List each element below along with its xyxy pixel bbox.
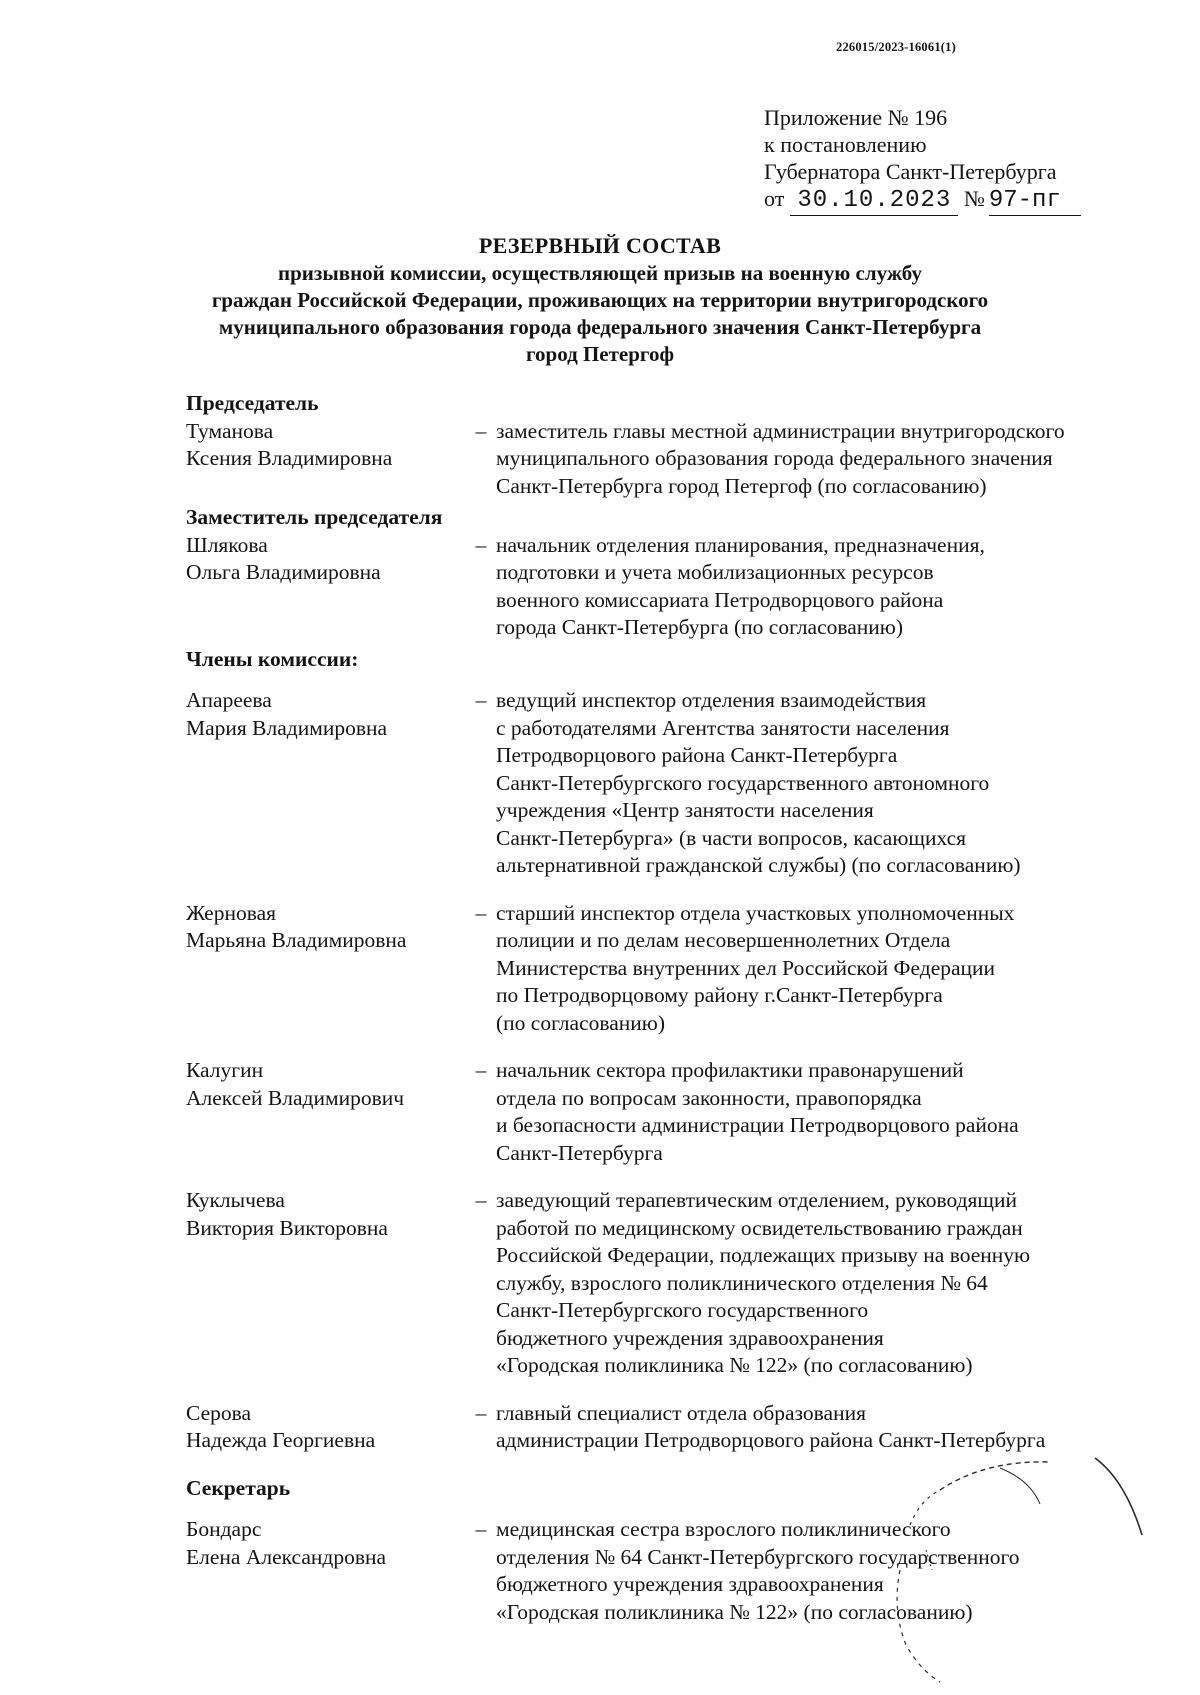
seal-stamp-icon (880, 1420, 1180, 1690)
chairman-entry (186, 418, 1146, 501)
document-title (120, 232, 1080, 368)
surname: Жерновая (186, 900, 277, 925)
title-main: РЕЗЕРВНЫЙ СОСТАВ (478, 233, 722, 258)
title-line-3: муниципального образования города федерального значения Санкт-Петербурга (218, 315, 982, 339)
member-entry (186, 687, 1146, 880)
chairman-heading: Председатель (186, 391, 319, 415)
surname: Серова (186, 1400, 252, 1425)
given-names: Алексей Владимирович (186, 1085, 405, 1110)
date-prefix: от (764, 186, 785, 211)
number-prefix: № (963, 186, 985, 211)
deputy-heading: Заместитель председателя (186, 505, 443, 529)
surname: Туманова (186, 418, 274, 443)
position-description: ведущий инспектор отделения взаимодействия с работодателями Агентства занятости населения Петродворцового района Санкт-Петербурга Санкт-Петербургского государственного автономного учреждения «Центр занятости населения Санкт-Петербурга» (в части вопросов, касающихся альтернативной гражданской службы) (по согласованию) (496, 688, 1021, 877)
person-name (186, 1187, 466, 1242)
given-names: Мария Владимировна (186, 715, 388, 740)
given-names: Елена Александровна (186, 1544, 387, 1569)
surname: Апареева (186, 688, 272, 712)
appendix-date-line (764, 185, 1081, 216)
dash-separator: – (475, 1058, 487, 1082)
dash-separator: – (475, 900, 487, 925)
given-names: Виктория Викторовна (186, 1215, 388, 1240)
dash-separator: – (475, 418, 487, 443)
position-description: начальник отделения планирования, предназначения, подготовки и учета мобилизационных ресурсов военного комиссариата Петродворцового района города Санкт-Петербурга (по согласованию) (496, 532, 985, 639)
member-entry (186, 1187, 1146, 1380)
person-name (186, 532, 466, 587)
surname: Калугин (186, 1058, 264, 1082)
appendix-issuer: Губернатора Санкт-Петербурга (764, 159, 1057, 184)
appendix-number: Приложение № 196 (764, 105, 948, 130)
dash-separator: – (475, 1188, 487, 1212)
member-entry (186, 1057, 1146, 1167)
deputy-entry (186, 532, 1146, 642)
dash-separator: – (475, 688, 487, 712)
person-name (186, 1516, 466, 1571)
member-entry (186, 900, 1146, 1038)
given-names: Надежда Георгиевна (186, 1428, 376, 1452)
title-line-1: призывной комиссии, осуществляющей призыв на военную службу (278, 261, 922, 285)
position-description: старший инспектор отдела участковых уполномоченных полиции и по делам несовершеннолетних Отдела Министерства внутренних дел Российской Федерации по Петродворцовому району г.Санкт-Петербурга (по согласованию) (496, 900, 1015, 1035)
position-description: заместитель главы местной администрации внутригородского муниципального образования города федерального значения Санкт-Петербурга город Петергоф (по согласованию) (496, 418, 1065, 498)
person-name (186, 687, 466, 742)
position-description: начальник сектора профилактики правонарушений отдела по вопросам законности, правопорядка и безопасности администрации Петродворцового района Санкт-Петербурга (496, 1058, 1019, 1165)
person-name (186, 418, 466, 473)
dash-separator: – (475, 1400, 487, 1425)
position-description: медицинская сестра взрослого поликлинического отделения № 64 Санкт-Петербургского государственного бюджетного учреждения здравоохранения «Городская поликлиника № 122» (по согласованию) (496, 1517, 1020, 1624)
surname: Бондарс (186, 1517, 262, 1541)
person-name (186, 900, 466, 955)
appendix-reference: к постановлению (764, 132, 927, 157)
person-name (186, 1057, 466, 1112)
given-names: Ольга Владимировна (186, 560, 381, 584)
position-description: заведующий терапевтическим отделением, руководящий работой по медицинскому освидетельствованию граждан Российской Федерации, подлежащих призыву на военную службу, взрослого поликлинического отделения № 64 Санкт-Петербургского государственного бюджетного учреждения здравоохранения «Городская поликлиника № 122» (по согласованию) (496, 1188, 1031, 1377)
dash-separator: – (475, 1517, 487, 1541)
decree-number: 97-пг (989, 189, 1081, 216)
position-description: главный специалист отдела образования администрации Петродворцового района Санкт-Петербурга (496, 1400, 1046, 1452)
decree-date: 30.10.2023 (790, 189, 958, 216)
given-names: Ксения Владимировна (186, 446, 393, 470)
dash-separator: – (475, 532, 487, 557)
title-line-2: граждан Российской Федерации, проживающих на территории внутригородского (211, 288, 989, 312)
secretary-heading: Секретарь (186, 1475, 291, 1500)
members-heading: Члены комиссии: (186, 646, 359, 671)
appendix-block (764, 104, 1081, 216)
person-name (186, 1400, 466, 1455)
given-names: Марьяна Владимировна (186, 928, 407, 952)
document-registration-code: 226015/2023-16061(1) (836, 40, 956, 54)
surname: Шлякова (186, 532, 268, 557)
surname: Куклычева (186, 1188, 285, 1212)
title-line-4: город Петергоф (526, 342, 674, 366)
